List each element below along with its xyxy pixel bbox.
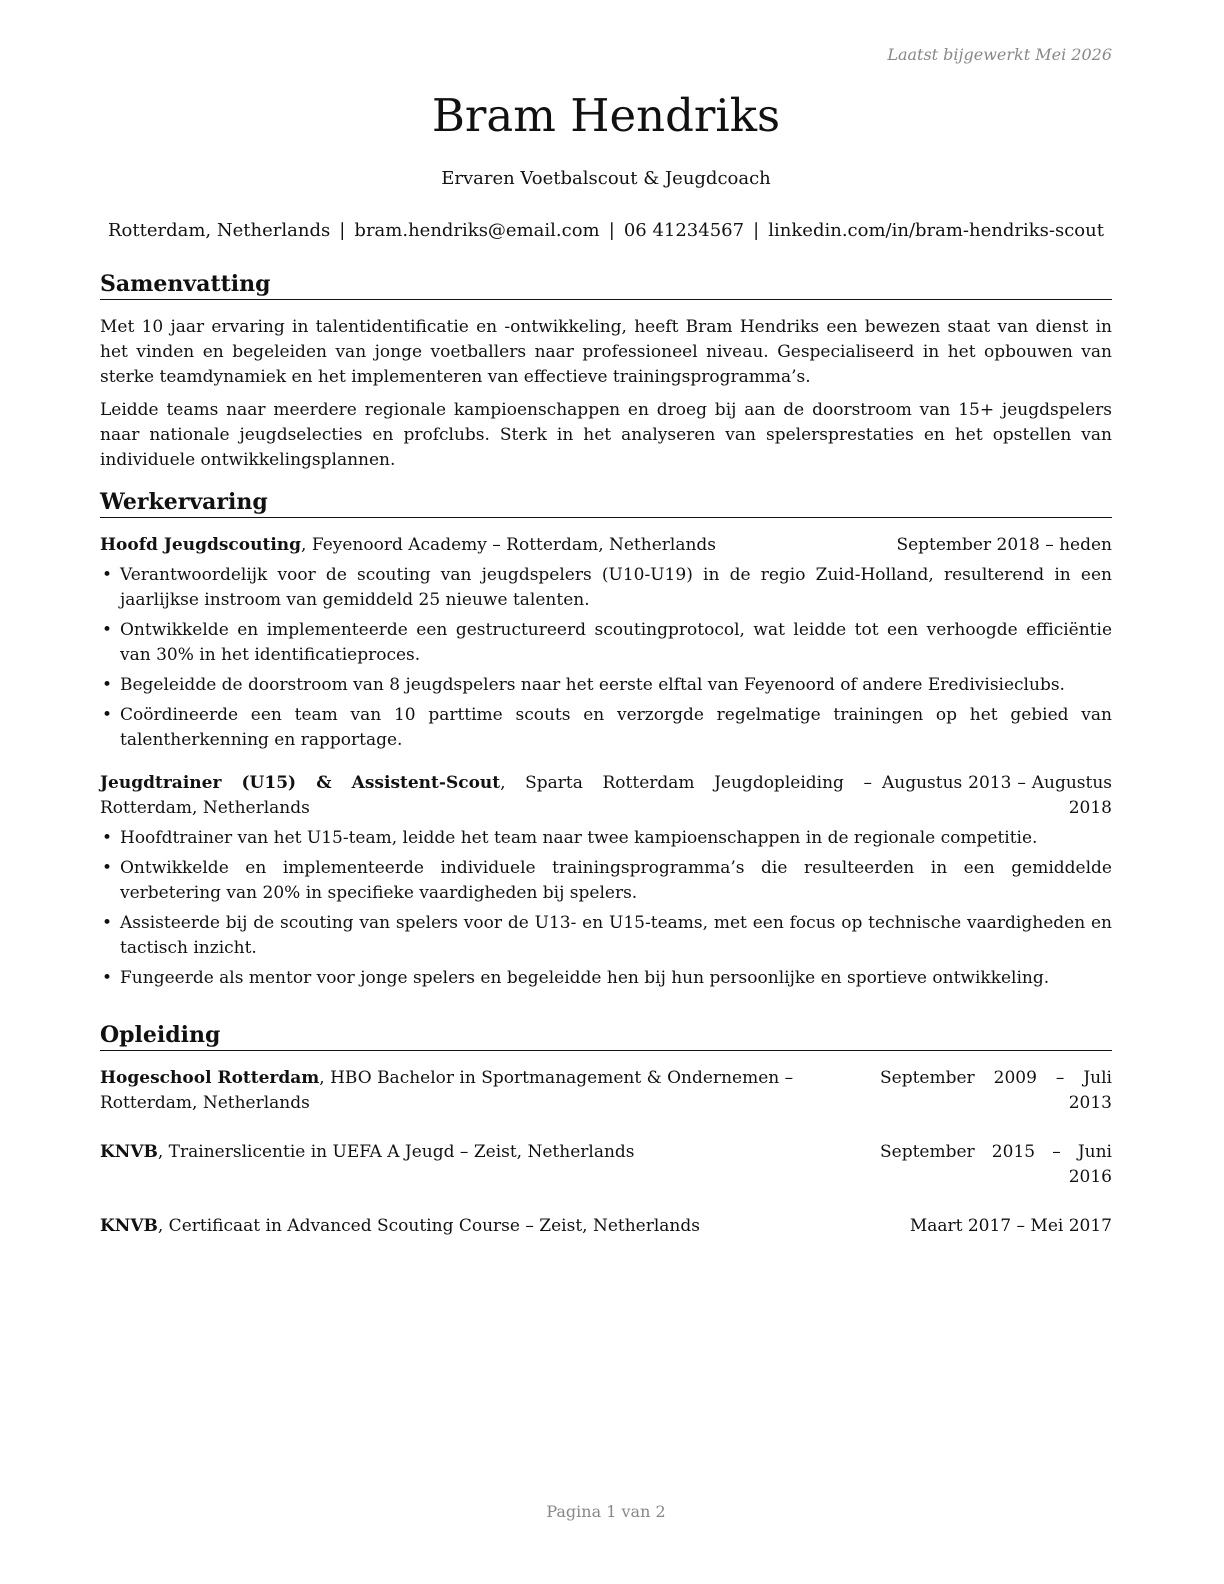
resume-page bbox=[100, 0, 1112, 1584]
education-entry bbox=[100, 1214, 1112, 1239]
bullet-icon: • bbox=[102, 565, 113, 585]
job-bullets bbox=[100, 563, 1112, 753]
contact-separator: | bbox=[339, 220, 346, 241]
list-item: • Ontwikkelde en implementeerde een gestructureerd scoutingprotocol, wat leidde tot een verhoogde efficiëntie van 30% in het identificatieproces. bbox=[102, 620, 1112, 665]
education-details: , Certificaat in Advanced Scouting Course – Zeist, Netherlands bbox=[157, 1216, 700, 1236]
contact-separator: | bbox=[608, 220, 615, 241]
candidate-name: Bram Hendriks bbox=[431, 89, 781, 142]
job-bullets bbox=[100, 826, 1112, 991]
list-item: • Hoofdtrainer van het U15-team, leidde het team naar twee kampioenschappen in de regionale competitie. bbox=[100, 826, 1112, 851]
list-item: • Begeleidde de doorstroom van 8 jeugdspelers naar het eerste elftal van Feyenoord of andere Eredivisieclubs. bbox=[100, 673, 1112, 698]
job-details: , Feyenoord Academy – Rotterdam, Netherlands bbox=[301, 535, 717, 555]
job-header bbox=[100, 533, 1112, 558]
bullet-icon: • bbox=[102, 913, 113, 933]
contact-linkedin[interactable]: linkedin.com/in/bram-hendriks-scout bbox=[768, 220, 1104, 241]
summary-section bbox=[100, 270, 1112, 473]
last-updated: Laatst bijgewerkt Mei 2026 bbox=[887, 45, 1112, 64]
education-institution: Hogeschool Rotterdam bbox=[100, 1068, 320, 1088]
list-item: • Coördineerde een team van 10 parttime scouts en verzorgde regelmatige trainingen op het gebied van talentherkenning en rapportage. bbox=[102, 705, 1112, 750]
section-title-education: Opleiding bbox=[100, 1021, 1112, 1051]
contact-separator: | bbox=[753, 220, 760, 241]
job-details: , Sparta Rotterdam Jeugdopleiding – Rotterdam, Netherlands bbox=[100, 773, 872, 818]
job-role: Jeugdtrainer (U15) & Assistent-Scout bbox=[100, 773, 501, 793]
education-entry bbox=[100, 1066, 1112, 1116]
job-header bbox=[100, 771, 1112, 821]
education-dates: September 2009 – Juli 2013 bbox=[880, 1068, 1112, 1113]
education-section bbox=[100, 1021, 1112, 1239]
list-item: • Fungeerde als mentor voor jonge spelers en begeleidde hen bij hun persoonlijke en sportieve ontwikkeling. bbox=[100, 966, 1112, 991]
education-institution: KNVB bbox=[100, 1216, 158, 1236]
bullet-icon: • bbox=[102, 675, 113, 695]
job-role: Hoofd Jeugdscouting bbox=[100, 535, 302, 555]
education-institution: KNVB bbox=[100, 1142, 158, 1162]
education-entry bbox=[100, 1140, 1112, 1190]
education-dates: September 2015 – Juni 2016 bbox=[880, 1142, 1112, 1187]
bullet-icon: • bbox=[102, 828, 113, 848]
bullet-icon: • bbox=[102, 968, 113, 988]
contact-phone: 06 41234567 bbox=[623, 220, 745, 241]
education-details: , HBO Bachelor in Sportmanagement & Ondernemen – Rotterdam, Netherlands bbox=[100, 1068, 794, 1113]
candidate-subtitle: Ervaren Voetbalscout & Jeugdcoach bbox=[441, 168, 771, 189]
job-dates: Augustus 2013 – Augustus 2018 bbox=[882, 773, 1112, 818]
page-number: Pagina 1 van 2 bbox=[546, 1502, 666, 1521]
list-item: • Verantwoordelijk voor de scouting van jeugdspelers (U10-U19) in de regio Zuid-Holland, resulterend in een jaarlijkse instroom van gemiddeld 25 nieuwe talenten. bbox=[102, 565, 1112, 610]
contact-email[interactable]: bram.hendriks@email.com bbox=[354, 220, 600, 241]
bullet-icon: • bbox=[102, 705, 113, 725]
summary-paragraph: Leidde teams naar meerdere regionale kampioenschappen en droeg bij aan de doorstroom van 15+ jeugdspelers naar nationale jeugdselecties en profclubs. Sterk in het analyseren van spelersprestaties en het opstellen van individuele ontwikkelingsplannen. bbox=[100, 400, 1112, 470]
list-item: • Assisteerde bij de scouting van spelers voor de U13- en U15-teams, met een focus op technische vaardigheden en tactisch inzicht. bbox=[102, 913, 1112, 958]
list-item: • Ontwikkelde en implementeerde individuele trainingsprogramma’s die resulteerden in een gemiddelde verbetering van 20% in specifieke vaardigheden bij spelers. bbox=[102, 858, 1112, 903]
job-entry bbox=[100, 533, 1112, 753]
job-entry bbox=[100, 771, 1112, 991]
section-title-summary: Samenvatting bbox=[100, 270, 1112, 300]
job-dates: September 2018 – heden bbox=[896, 535, 1112, 555]
section-title-experience: Werkervaring bbox=[100, 488, 1112, 518]
education-dates: Maart 2017 – Mei 2017 bbox=[909, 1216, 1112, 1236]
contact-line bbox=[100, 220, 1112, 241]
education-details: , Trainerslicentie in UEFA A Jeugd – Zeist, Netherlands bbox=[157, 1142, 635, 1162]
bullet-icon: • bbox=[102, 858, 113, 878]
contact-location: Rotterdam, Netherlands bbox=[108, 220, 331, 241]
experience-section bbox=[100, 488, 1112, 996]
summary-paragraph: Met 10 jaar ervaring in talentidentificatie en -ontwikkeling, heeft Bram Hendriks een bewezen staat van dienst in het vinden en begeleiden van jonge voetballers naar professioneel niveau. Gespecialiseerd in het opbouwen van sterke teamdynamiek en het implementeren van effectieve trainingsprogramma’s. bbox=[100, 317, 1112, 387]
bullet-icon: • bbox=[102, 620, 113, 640]
